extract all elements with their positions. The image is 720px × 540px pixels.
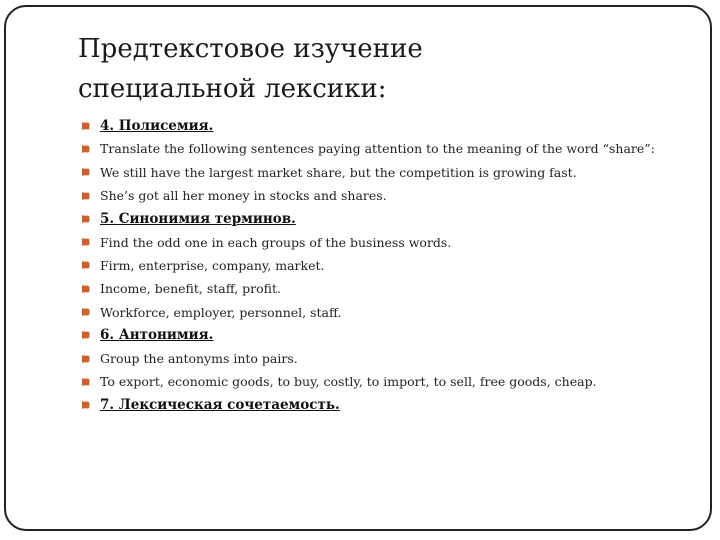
bullet-item: [82, 324, 702, 347]
bullet-icon: [82, 238, 90, 246]
section-heading: 7. Лексическая сочетаемость.: [100, 397, 340, 414]
item-text: She’s got all her money in stocks and shares.: [100, 188, 387, 204]
bullet-icon: [82, 261, 90, 269]
bullet-item: [82, 114, 702, 137]
bullet-item: [82, 207, 702, 230]
item-text: Firm, enterprise, company, market.: [100, 257, 325, 273]
bullet-list: [82, 114, 702, 417]
bullet-item: [82, 277, 702, 300]
bullet-item: [82, 137, 702, 160]
bullet-item: [82, 230, 702, 253]
bullet-icon: [82, 285, 90, 293]
bullet-icon: [82, 145, 90, 153]
section-heading: 5. Синонимия терминов.: [100, 210, 296, 227]
item-text: Income, benefit, staff, profit.: [100, 281, 281, 297]
bullet-icon: [82, 122, 90, 130]
bullet-item: [82, 254, 702, 277]
bullet-icon: [82, 331, 90, 339]
bullet-icon: [82, 308, 90, 316]
bullet-item: [82, 347, 702, 370]
bullet-icon: [82, 355, 90, 363]
section-heading: 6. Антонимия.: [100, 327, 214, 344]
bullet-icon: [82, 215, 90, 223]
bullet-icon: [82, 401, 90, 409]
bullet-item: [82, 184, 702, 207]
slide-title-line-1: Предтекстовое изучение: [78, 34, 423, 64]
item-text: To export, economic goods, to buy, costly, to import, to sell, free goods, cheap.: [100, 374, 597, 390]
bullet-item: [82, 394, 702, 417]
slide-title-line-2: специальной лексики:: [78, 74, 387, 104]
item-text: We still have the largest market share, but the competition is growing fast.: [100, 164, 577, 180]
bullet-item: [82, 370, 702, 393]
item-text: Translate the following sentences paying attention to the meaning of the word “share”:: [100, 141, 655, 157]
item-text: Workforce, employer, personnel, staff.: [100, 304, 342, 320]
bullet-icon: [82, 378, 90, 386]
bullet-icon: [82, 168, 90, 176]
bullet-icon: [82, 192, 90, 200]
bullet-item: [82, 300, 702, 323]
bullet-item: [82, 161, 702, 184]
item-text: Find the odd one in each groups of the business words.: [100, 234, 452, 250]
item-text: Group the antonyms into pairs.: [100, 351, 298, 367]
section-heading: 4. Полисемия.: [100, 117, 214, 134]
slide-title: [78, 29, 678, 109]
